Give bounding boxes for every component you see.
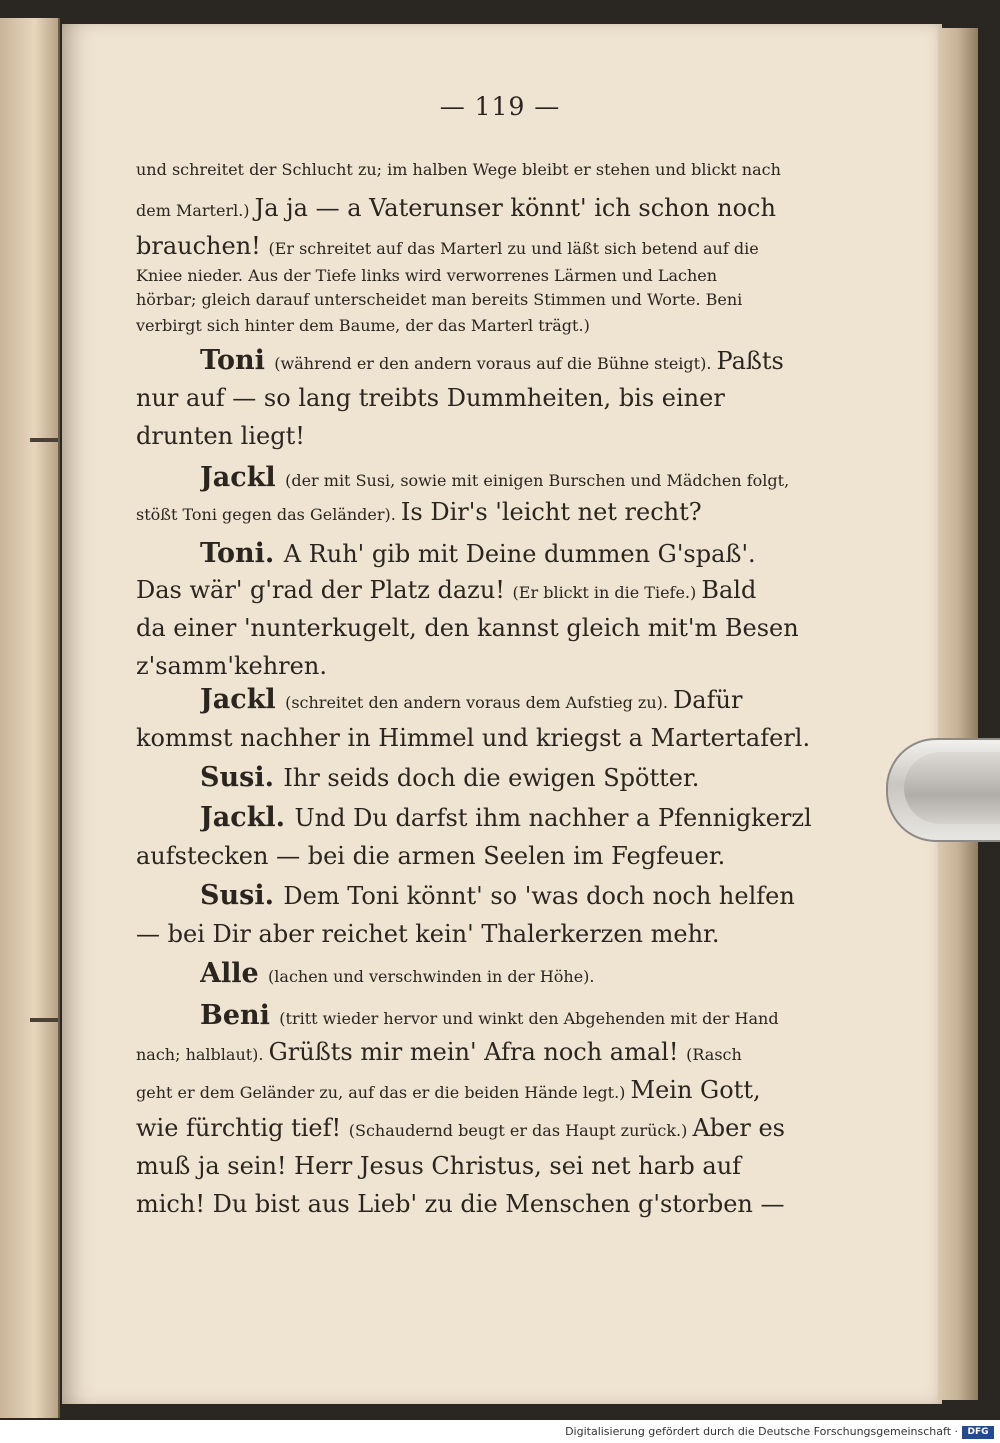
text-line xyxy=(136,842,826,870)
dialogue-text: z'samm'kehren. xyxy=(136,652,327,680)
dialogue-text: Dafür xyxy=(673,686,743,714)
stage-direction: (der mit Susi, sowie mit einigen Burschen und Mädchen folgt, xyxy=(285,471,790,490)
text-line xyxy=(200,684,826,715)
dialogue-text: A Ruh' gib mit Deine dummen G'spaß'. xyxy=(283,540,756,568)
dialogue-text: Ihr seids doch die ewigen Spötter. xyxy=(283,764,700,792)
text-line xyxy=(136,160,826,179)
text-line xyxy=(136,614,826,642)
dialogue-text: drunten liegt! xyxy=(136,422,305,450)
text-line xyxy=(136,652,826,680)
stage-direction: und schreitet der Schlucht zu; im halben Wege bleibt er stehen und blickt nach xyxy=(136,160,781,179)
dialogue-text: Ja ja — a Vaterunser könnt' ich schon noch xyxy=(254,194,776,222)
text-line xyxy=(136,422,826,450)
dialogue-text: Und Du darfst ihm nachher a Pfennigkerzl xyxy=(294,804,812,832)
speaker-name: Susi. xyxy=(200,762,284,793)
stage-direction: verbirgt sich hinter dem Baume, der das Marterl trägt.) xyxy=(136,316,590,335)
dialogue-text: — bei Dir aber reichet kein' Thalerkerzen mehr. xyxy=(136,920,720,948)
stage-direction: (Er schreitet auf das Marterl zu und läßt sich betend auf die xyxy=(268,239,759,258)
speaker-name: Toni. xyxy=(200,538,284,569)
text-line xyxy=(136,724,826,752)
dialogue-text: Grüßts mir mein' Afra noch amal! xyxy=(268,1038,687,1066)
dialogue-text: Is Dir's 'leicht net recht? xyxy=(400,498,702,526)
text-line xyxy=(200,880,826,911)
stage-direction: (Er blickt in die Tiefe.) xyxy=(512,583,702,602)
stage-direction: stößt Toni gegen das Geländer). xyxy=(136,505,401,524)
stage-direction: Kniee nieder. Aus der Tiefe links wird verworrenes Lärmen und Lachen xyxy=(136,266,718,285)
text-line xyxy=(200,762,826,793)
text-line xyxy=(136,1076,826,1104)
text-line xyxy=(200,802,826,833)
text-line xyxy=(136,1190,826,1218)
dialogue-text: Bald xyxy=(701,576,757,604)
text-line xyxy=(136,290,826,309)
speaker-name: Jackl xyxy=(200,462,286,493)
dialogue-text: da einer 'nunterkugelt, den kannst gleich mit'm Besen xyxy=(136,614,799,642)
binding-notch xyxy=(30,438,58,442)
speaker-name: Toni xyxy=(200,345,275,376)
dialogue-text: Dem Toni könnt' so 'was doch noch helfen xyxy=(283,882,795,910)
dialogue-text: aufstecken — bei die armen Seelen im Fegfeuer. xyxy=(136,842,726,870)
page-stack-edge xyxy=(938,28,978,1400)
speaker-name: Jackl xyxy=(200,684,286,715)
stage-direction: hörbar; gleich darauf unterscheidet man bereits Stimmen und Worte. Beni xyxy=(136,290,743,309)
speaker-name: Alle xyxy=(200,958,269,989)
dialogue-text: kommst nachher in Himmel und kriegst a Martertaferl. xyxy=(136,724,811,752)
stage-direction: (schreitet den andern voraus dem Aufstieg zu). xyxy=(285,693,674,712)
text-line xyxy=(136,576,826,604)
dialogue-text: muß ja sein! Herr Jesus Christus, sei net harb auf xyxy=(136,1152,742,1180)
stage-direction: (während er den andern voraus auf die Bühne steigt). xyxy=(274,354,717,373)
text-line xyxy=(136,266,826,285)
text-line xyxy=(136,194,826,222)
text-line xyxy=(200,958,826,989)
dialogue-text: Mein Gott, xyxy=(630,1076,761,1104)
dialogue-text: nur auf — so lang treibts Dummheiten, bis einer xyxy=(136,384,725,412)
stage-direction: (Rasch xyxy=(686,1045,742,1064)
dialogue-text: brauchen! xyxy=(136,232,269,260)
stage-direction: (Schaudernd beugt er das Haupt zurück.) xyxy=(348,1121,693,1140)
dfg-logo: DFG xyxy=(962,1426,994,1439)
speaker-name: Jackl. xyxy=(200,802,295,833)
text-line xyxy=(136,1038,826,1066)
binding-notch xyxy=(30,1018,58,1022)
stage-direction: dem Marterl.) xyxy=(136,201,255,220)
text-line xyxy=(136,232,826,260)
left-page-edge xyxy=(0,18,60,1418)
speaker-name: Beni xyxy=(200,1000,280,1031)
text-line xyxy=(136,1152,826,1180)
dialogue-text: wie fürchtig tief! xyxy=(136,1114,349,1142)
footer-bar xyxy=(0,1423,1000,1443)
stage-direction: nach; halblaut). xyxy=(136,1045,269,1064)
dialogue-text: Das wär' g'rad der Platz dazu! xyxy=(136,576,513,604)
dialogue-text: mich! Du bist aus Lieb' zu die Menschen g'storben — xyxy=(136,1190,785,1218)
page-clip-inner xyxy=(904,752,1000,824)
stage-direction: (tritt wieder hervor und winkt den Abgehenden mit der Hand xyxy=(279,1009,779,1028)
dialogue-text: Aber es xyxy=(692,1114,785,1142)
speaker-name: Susi. xyxy=(200,880,284,911)
text-line xyxy=(136,316,826,335)
text-line xyxy=(136,498,826,526)
text-line xyxy=(200,462,826,493)
dialogue-text: Paßts xyxy=(716,347,784,375)
text-line xyxy=(200,1000,826,1031)
stage-direction: geht er dem Geländer zu, auf das er die beiden Hände legt.) xyxy=(136,1083,631,1102)
text-line xyxy=(136,920,826,948)
text-line xyxy=(136,384,826,412)
text-line xyxy=(200,538,826,569)
page-number: — 119 — xyxy=(439,92,561,121)
footer-credit: Digitalisierung gefördert durch die Deutsche Forschungsgemeinschaft · xyxy=(565,1425,958,1438)
text-line xyxy=(200,345,826,376)
stage-direction: (lachen und verschwinden in der Höhe). xyxy=(268,967,595,986)
text-line xyxy=(136,1114,826,1142)
